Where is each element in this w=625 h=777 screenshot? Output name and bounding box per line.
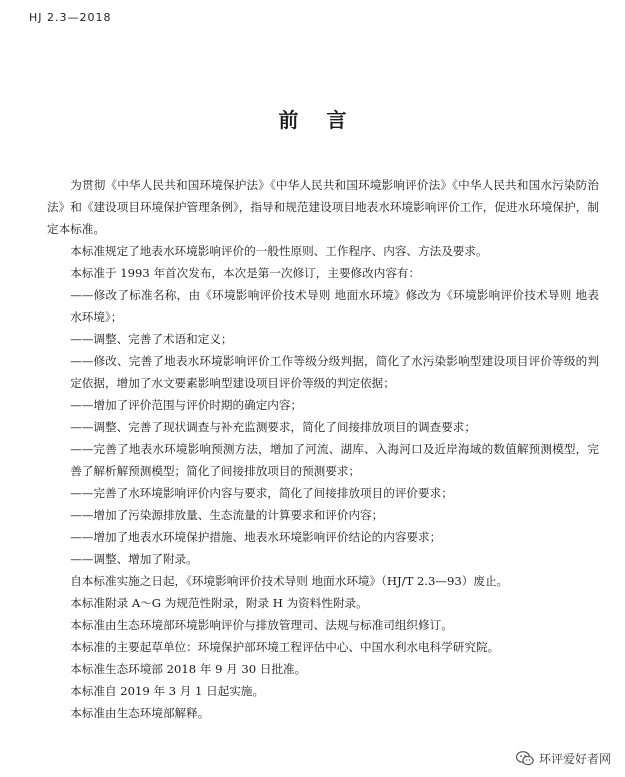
watermark-text: 环评爱好者网 — [538, 752, 611, 766]
revision-item: ——完善了水环境影响评价内容与要求，简化了间接排放项目的评价要求； — [70, 486, 453, 500]
wechat-icon — [516, 751, 534, 766]
revision-item: ——调整、完善了现状调查与补充监测要求，简化了间接排放项目的调查要求； — [70, 420, 476, 434]
paragraph-purpose: 为贯彻《中华人民共和国环境保护法》《中华人民共和国环境影响评价法》《中华人民共和国水污染防治法》和《建设项目环境保护管理条例》，指导和规范建设项目地表水环境影响评价工作，促进水环境保护，制定本标准。 — [47, 178, 599, 236]
revision-item: ——调整、完善了术语和定义； — [70, 332, 233, 346]
paragraph-effective: 本标准自 2019 年 3 月 1 日起实施。 — [70, 684, 265, 698]
revision-item: ——调整、增加了附录。 — [70, 552, 198, 566]
preface-body — [47, 174, 599, 724]
page-title: 前言 — [278, 108, 375, 132]
paragraph-drafters: 本标准的主要起草单位：环境保护部环境工程评估中心、中国水利水电科学研究院。 — [70, 640, 500, 654]
paragraph-interpretation: 本标准由生态环境部解释。 — [70, 706, 210, 720]
paragraph-revision-intro: 本标准于 1993 年首次发布，本次是第一次修订，主要修改内容有： — [70, 266, 421, 280]
paragraph-approval: 本标准生态环境部 2018 年 9 月 30 日批准。 — [70, 662, 307, 676]
revision-item: ——增加了污染源排放量、生态流量的计算要求和评价内容； — [70, 508, 384, 522]
paragraph-organizer: 本标准由生态环境部环境影响评价与排放管理司、法规与标准司组织修订。 — [70, 618, 453, 632]
revision-item: ——修改、完善了地表水环境影响评价工作等级分级判据，简化了水污染影响型建设项目评价等级的判定依据，增加了水文要素影响型建设项目评价等级的判定依据； — [70, 354, 599, 390]
revision-item: ——增加了评价范围与评价时期的确定内容； — [70, 398, 303, 412]
paragraph-scope: 本标准规定了地表水环境影响评价的一般性原则、工作程序、内容、方法及要求。 — [70, 244, 488, 258]
watermark — [516, 750, 611, 767]
document-code: HJ 2.3—2018 — [29, 11, 112, 24]
paragraph-appendix: 本标准附录 A～G 为规范性附录，附录 H 为资料性附录。 — [70, 596, 368, 610]
revision-item: ——增加了地表水环境保护措施、地表水环境影响评价结论的内容要求； — [70, 530, 442, 544]
paragraph-superseded: 自本标准实施之日起，《环境影响评价技术导则 地面水环境》（HJ/T 2.3—93）废止。 — [70, 574, 509, 588]
revision-item: ——完善了地表水环境影响预测方法，增加了河流、湖库、入海河口及近岸海域的数值解预测模型，完善了解析解预测模型；简化了间接排放项目的预测要求； — [70, 442, 599, 478]
revision-item: ——修改了标准名称，由《环境影响评价技术导则 地面水环境》修改为《环境影响评价技术导则 地表水环境》； — [70, 288, 599, 324]
